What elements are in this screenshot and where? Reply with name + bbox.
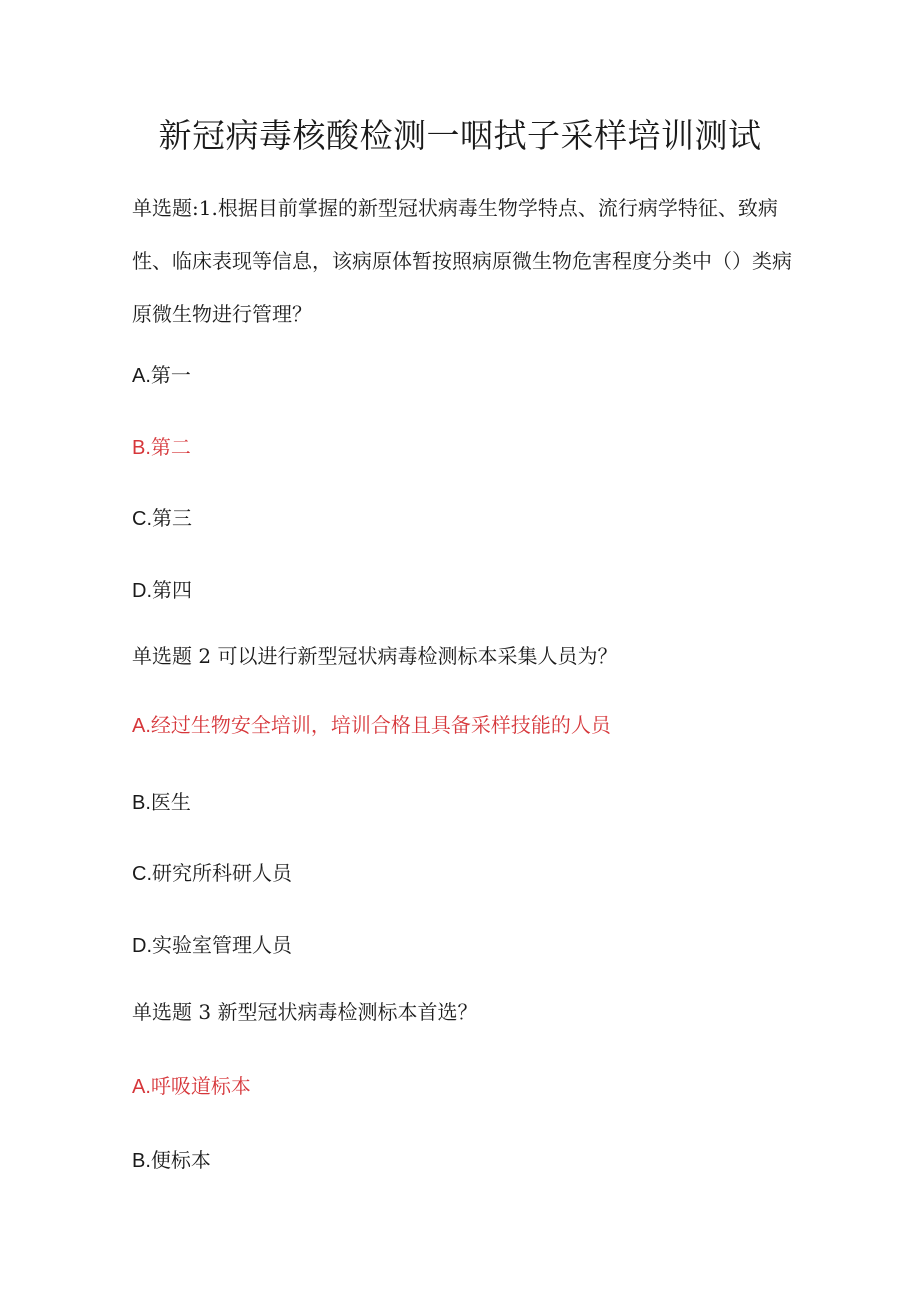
question-2-option-a [132, 705, 611, 746]
question-1-option-b [132, 427, 191, 468]
option-letter: A. [132, 365, 151, 387]
question-3-stem: 单选题 3 新型冠状病毒检测标本首选？ [132, 1000, 478, 1024]
option-letter: B. [132, 792, 151, 814]
option-text: 医生 [150, 790, 191, 814]
option-letter: B. [132, 437, 151, 459]
question-3-option-a [132, 1066, 251, 1107]
question-1-stem: 单选题:1.根据目前掌握的新型冠状病毒生物学特点、流行病学特征、致病性、临床表现等信息，该病原体暂按照病原微生物危害程度分类中（）类病原微生物进行管理？ [132, 196, 792, 326]
question-2-option-b [132, 782, 191, 823]
option-text: 便标本 [150, 1148, 211, 1172]
document-title: 新冠病毒核酸检测一咽拭子采样培训测试 [158, 116, 762, 155]
option-letter: C. [132, 863, 152, 885]
question-2-stem: 单选题 2 可以进行新型冠状病毒检测标本采集人员为？ [132, 644, 618, 668]
question-2-option-c [132, 853, 292, 894]
question-2-option-d [132, 925, 292, 966]
option-text: 实验室管理人员 [152, 933, 292, 957]
option-letter: C. [132, 508, 152, 530]
option-text: 第三 [152, 506, 192, 530]
option-letter: B. [132, 1150, 151, 1172]
option-letter: D. [132, 580, 152, 602]
question-1-option-a [132, 355, 191, 396]
option-letter: A. [132, 715, 151, 737]
option-letter: D. [132, 935, 152, 957]
option-text: 研究所科研人员 [152, 861, 292, 885]
option-text: 第四 [152, 578, 192, 602]
option-letter: A. [132, 1076, 151, 1098]
option-text: 呼吸道标本 [150, 1074, 251, 1098]
question-3-option-b [132, 1140, 211, 1181]
option-text: 经过生物安全培训，培训合格且具备采样技能的人员 [150, 713, 611, 737]
question-1-option-d [132, 570, 192, 611]
option-text: 第一 [150, 363, 191, 387]
question-1-option-c [132, 498, 192, 539]
option-text: 第二 [150, 435, 191, 459]
